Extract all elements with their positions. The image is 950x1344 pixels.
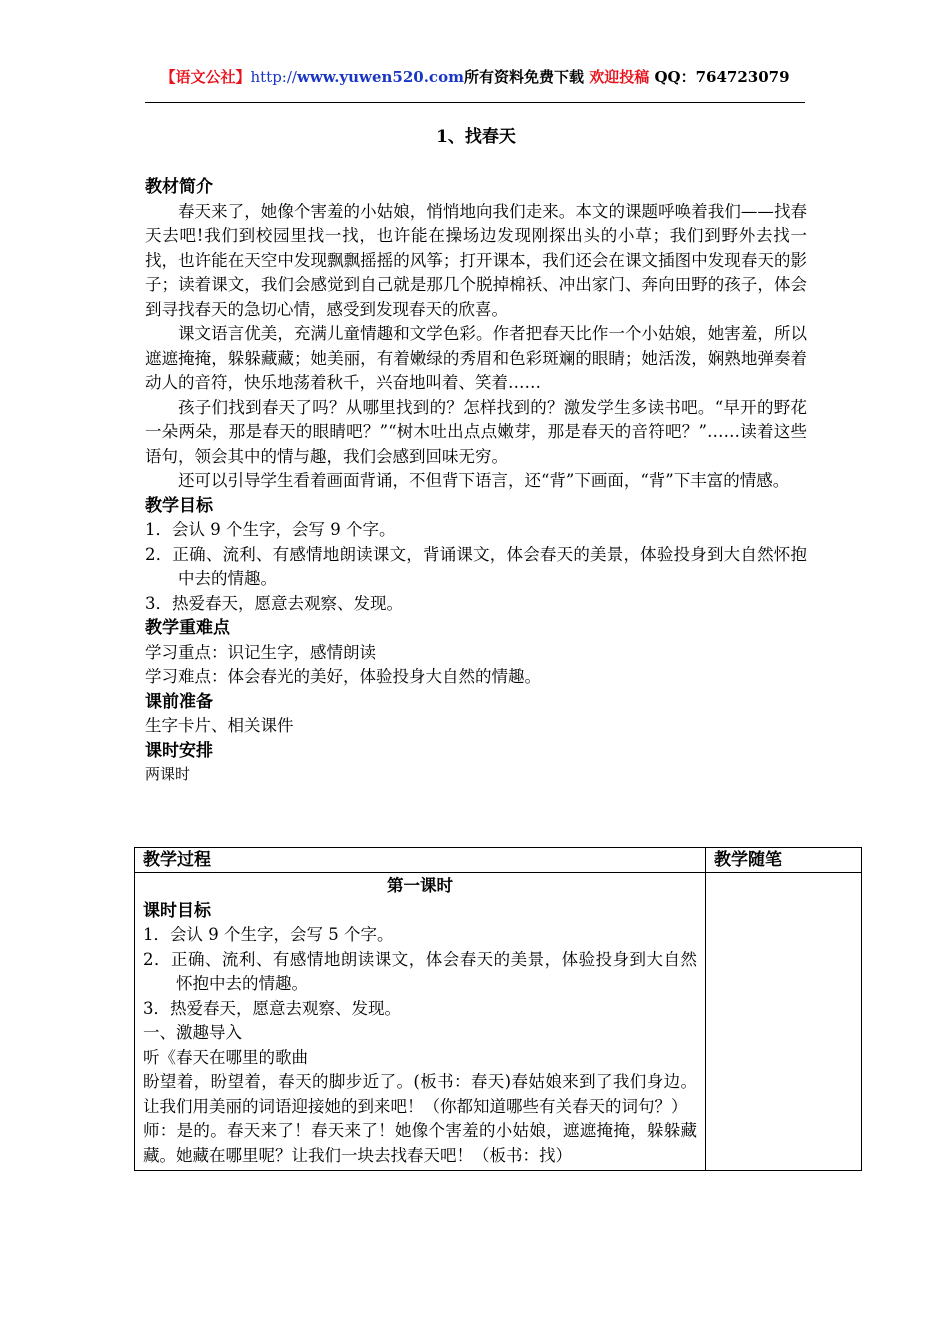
intro-paragraph-2: 课文语言优美，充满儿童情趣和文学色彩。作者把春天比作一个小姑娘，她害羞，所以遮遮掩掩，躲躲藏藏；她美丽，有着嫩绿的秀眉和色彩斑斓的眼睛；她活泼，娴熟地弹奏着动人的音符，快乐地荡着秋千，兴奋地叫着、笑着…… (145, 324, 807, 392)
table-header-row (135, 848, 862, 873)
lesson-goal-1: 1．会认 9 个生字，会写 5 个字。 (143, 925, 394, 944)
lesson-title: 第一课时 (387, 876, 453, 895)
process-cell (135, 873, 706, 1171)
lesson-goal-3: 3．热爱春天，愿意去观察、发现。 (143, 998, 401, 1018)
lesson-goal-2: 2．正确、流利、有感情地朗读课文，体会春天的美景，体验投身到大自然怀抱中去的情趣。 (143, 949, 697, 993)
prep-heading: 课前准备 (145, 691, 213, 712)
notes-cell[interactable] (706, 873, 862, 1171)
goal-item-2: 2．正确、流利、有感情地朗读课文，背诵课文，体会春天的美景，体验投身到大自然怀抱中去的情趣。 (145, 544, 807, 588)
table-body-row (135, 873, 862, 1171)
intro-paragraph-3: 孩子们找到春天了吗？从哪里找到的？怎样找到的？激发学生多读书吧。“早开的野花一朵两朵，那是春天的眼睛吧？”“树木吐出点点嫩芽，那是春天的音符吧？”……读着这些语句，领会其中的情与趣，我们会感到回味无穷。 (145, 397, 807, 466)
key-points-heading: 教学重难点 (145, 618, 230, 638)
col-notes-header: 教学随笔 (706, 848, 862, 873)
intro-heading: 教材简介 (145, 177, 213, 197)
prep-text: 生字卡片、相关课件 (145, 716, 294, 735)
header-divider (145, 102, 805, 103)
welcome-text: 欢迎投稿 (589, 68, 650, 86)
step1-line-3: 师：是的。春天来了！春天来了！她像个害羞的小姑娘，遮遮掩掩，躲躲藏藏。她藏在哪里呢？让我们一块去找春天吧！（板书：找） (143, 1121, 697, 1165)
lesson-goals-heading: 课时目标 (143, 900, 211, 921)
step1-line-2: 盼望着，盼望着，春天的脚步近了。(板书：春天)春姑娘来到了我们身边。让我们用美丽的词语迎接她的到来吧！（你都知道哪些有关春天的词句？） (143, 1072, 697, 1116)
qq-number: 764723079 (695, 68, 790, 86)
key-point-1: 学习重点：识记生字，感情朗读 (145, 642, 376, 662)
qq-label: QQ： (654, 68, 696, 86)
url-prefix: http:// (250, 68, 297, 86)
schedule-text: 两课时 (145, 765, 191, 783)
free-download-text: 所有资料免费下载 (463, 68, 584, 86)
intro-paragraph-1: 春天来了，她像个害羞的小姑娘，悄悄地向我们走来。本文的课题呼唤着我们——找春天去吧!我们到校园里找一找，也许能在操场边发现刚探出头的小草；我们到野外去找一找，也许能在天空中发现飘飘摇摇的风筝；打开课本，我们还会在课文插图中发现春天的影子；读着课文，我们会感觉到自己就是那几个脱掉棉袄、冲出家门、奔向田野的孩子，体会到寻找春天的急切心情，感受到发现春天的欣喜。 (145, 201, 807, 319)
brand-label: 【语文公社】 (160, 68, 251, 86)
page-title: 1、找春天 (436, 127, 516, 147)
goal-item-3: 3．热爱春天，愿意去观察、发现。 (145, 593, 403, 613)
page-header (145, 66, 805, 87)
document-body (145, 124, 807, 785)
key-point-2: 学习难点：体会春光的美好，体验投身大自然的情趣。 (145, 667, 541, 686)
step1-line-1: 听《春天在哪里的歌曲 (143, 1047, 308, 1067)
schedule-heading: 课时安排 (145, 740, 213, 761)
url-domain: www.yuwen520.com (296, 68, 464, 86)
intro-paragraph-4: 还可以引导学生看着画面背诵，不但背下语言，还“背”下画面，“背”下丰富的情感。 (178, 471, 790, 490)
goal-item-1: 1．会认 9 个生字，会写 9 个字。 (145, 520, 396, 539)
step1-heading: 一、激趣导入 (143, 1023, 242, 1042)
teaching-process-table (134, 847, 862, 1171)
col-process-header: 教学过程 (135, 848, 706, 873)
website-link[interactable] (250, 68, 463, 86)
goals-heading: 教学目标 (145, 495, 213, 516)
